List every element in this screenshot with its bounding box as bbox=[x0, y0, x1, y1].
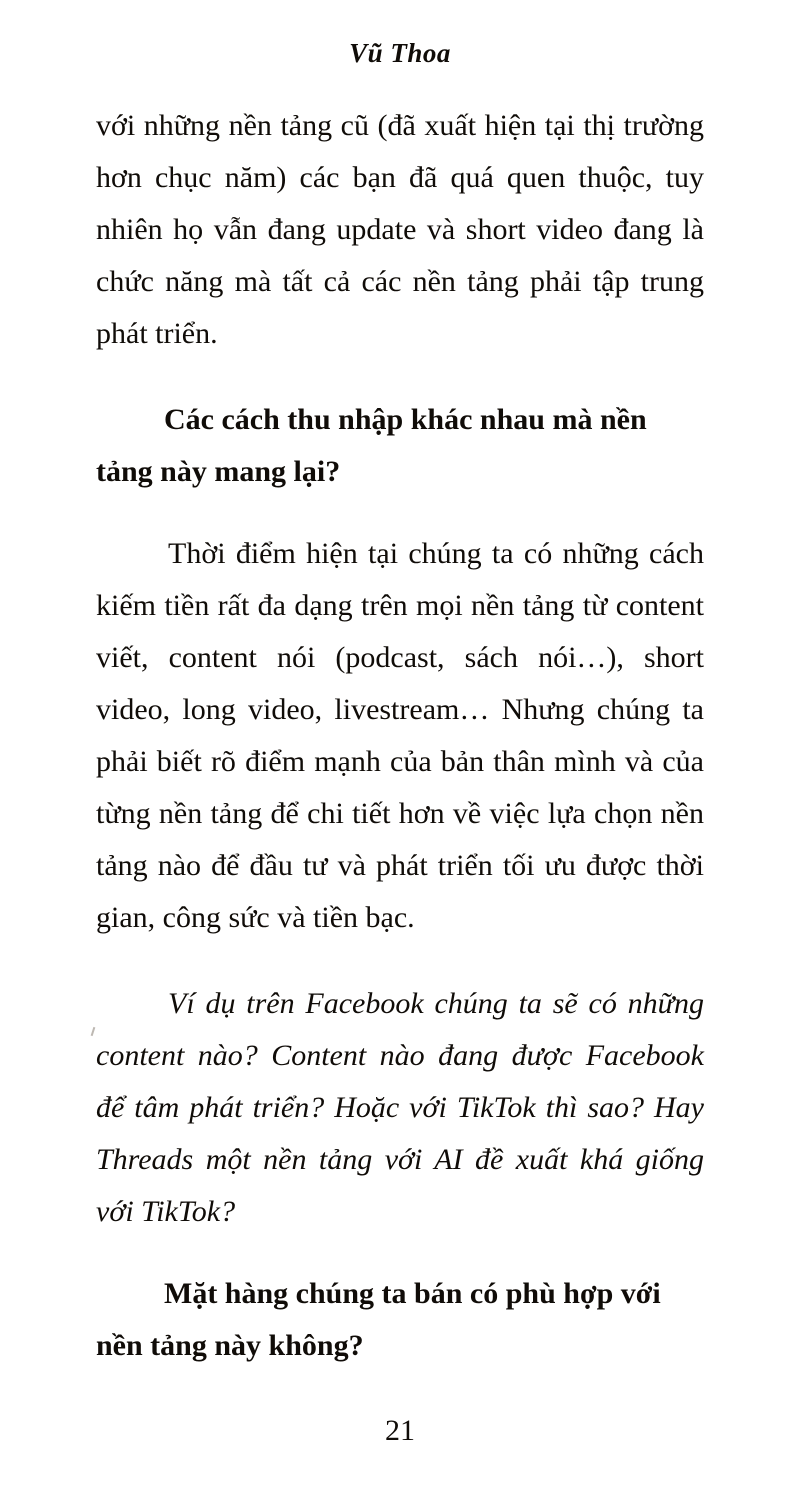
heading-product-fit: Mặt hàng chúng ta bán có phù hợp với nền tảng này không? bbox=[96, 1277, 661, 1362]
paragraph-spacer bbox=[96, 498, 704, 528]
page-number: 21 bbox=[385, 1414, 415, 1447]
page-body bbox=[96, 100, 704, 1372]
paragraph-spacer bbox=[96, 360, 704, 394]
paragraph-intro: với những nền tảng cũ (đã xuất hiện tại thị trường hơn chục năm) các bạn đã quá quen thuộc, tuy nhiên họ vẫn đang update và short video đang là chức năng mà tất cả các nền tảng phải tập trung phát triển. bbox=[96, 109, 704, 350]
running-head-author: Vũ Thoa bbox=[349, 38, 451, 68]
heading-income-methods: Các cách thu nhập khác nhau mà nền tảng này mang lại? bbox=[96, 403, 647, 488]
page-margin-mark bbox=[91, 1027, 96, 1036]
paragraph-spacer bbox=[96, 944, 704, 978]
paragraph-spacer bbox=[96, 1238, 704, 1268]
paragraph-income-methods: Thời điểm hiện tại chúng ta có những cách kiếm tiền rất đa dạng trên mọi nền tảng từ content viết, content nói (podcast, sách nói…), short video, long video, livestream… Nhưng chúng ta phải biết rõ điểm mạnh của bản thân mình và của từng nền tảng để chi tiết hơn về việc lựa chọn nền tảng nào để đầu tư và phát triển tối ưu được thời gian, công sức và tiền bạc. bbox=[96, 537, 704, 934]
paragraph-example-questions: Ví dụ trên Facebook chúng ta sẽ có những content nào? Content nào đang được Facebook để tâm phát triển? Hoặc với TikTok thì sao? Hay Threads một nền tảng với AI đề xuất khá giống với TikTok? bbox=[96, 987, 704, 1228]
